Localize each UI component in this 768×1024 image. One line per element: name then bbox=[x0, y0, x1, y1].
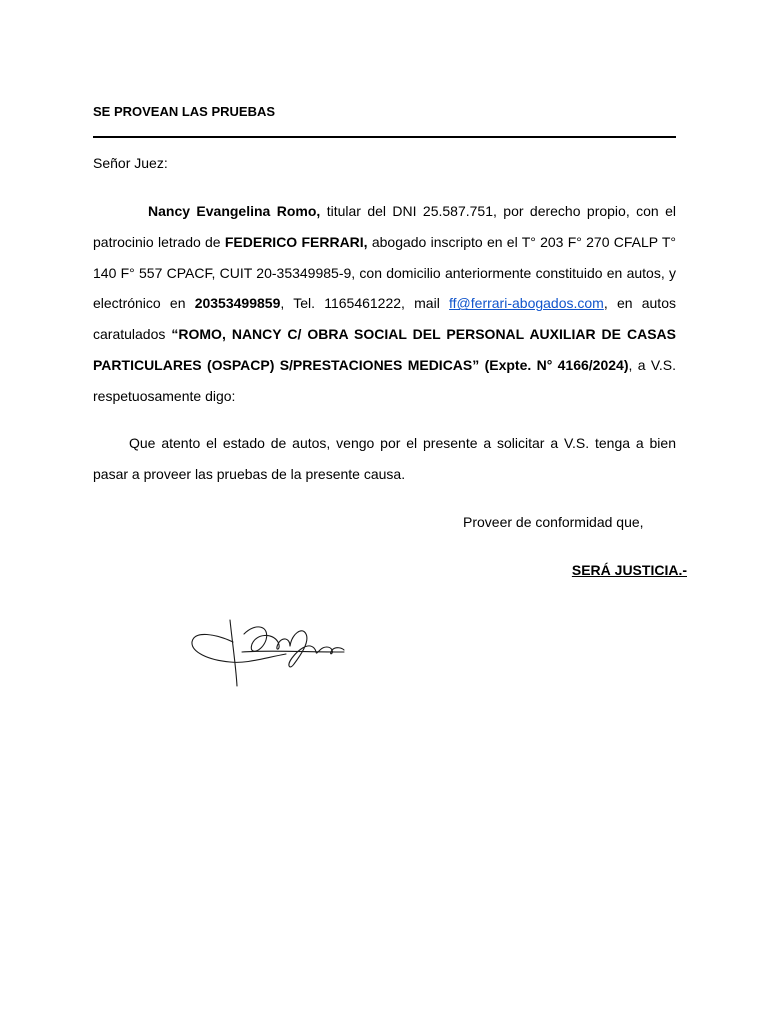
paragraph1-text-4: , en autos caratulados bbox=[93, 295, 676, 343]
email-link[interactable]: ff@ferrari-abogados.com bbox=[449, 295, 604, 312]
sera-justicia: SERÁ JUSTICIA.- bbox=[571, 562, 687, 578]
paragraph-request: Que atento el estado de autos, vengo por el presente a solicitar a V.S. tenga a bien pasar a proveer las pruebas de la presente causa. bbox=[93, 435, 676, 482]
salutation: Señor Juez: bbox=[93, 155, 168, 171]
lawyer-name: FEDERICO FERRARI, bbox=[224, 233, 368, 250]
paragraph1-text-5: , a V.S. respetuosamente digo: bbox=[93, 356, 676, 404]
paragraph1-text-3: , Tel. 1165461222, mail bbox=[280, 295, 450, 312]
paragraph1-text-1: titular del DNI 25.587.751, por derecho propio, con el patrocinio letrado de bbox=[93, 203, 676, 250]
handwritten-signature bbox=[186, 612, 352, 690]
electronic-domicile: 20353499859 bbox=[194, 295, 281, 312]
title-divider bbox=[93, 136, 676, 138]
document-title: SE PROVEAN LAS PRUEBAS bbox=[93, 104, 276, 119]
case-title: “ROMO, NANCY C/ OBRA SOCIAL DEL PERSONAL AUXILIAR DE CASAS PARTICULARES (OSPACP) S/PRESTACIONES MEDICAS” (Expte. N° 4166/2024) bbox=[93, 326, 676, 373]
paragraph1-text-2: abogado inscripto en el T° 203 F° 270 CFALP T° 140 F° 557 CPACF, CUIT 20-35349985-9, con domicilio anteriormente constituido en autos, y electrónico en bbox=[93, 233, 676, 312]
paragraph-petitioner bbox=[93, 196, 676, 412]
closing-line: Proveer de conformidad que, bbox=[463, 514, 644, 530]
petitioner-name: Nancy Evangelina Romo, bbox=[148, 203, 321, 219]
